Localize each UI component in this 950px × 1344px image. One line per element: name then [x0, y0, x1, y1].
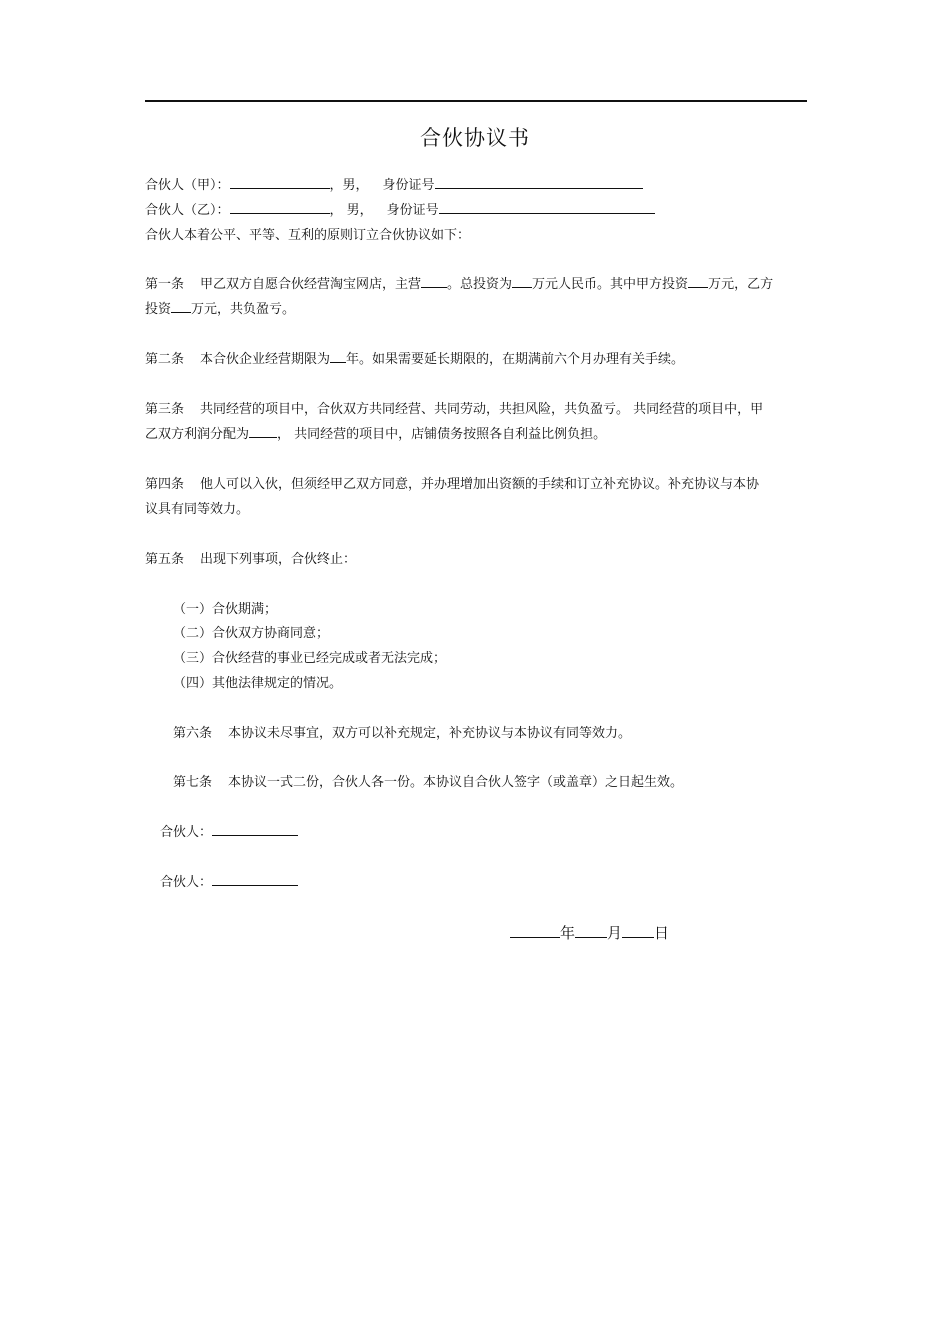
article-1-text: 万元，共负盈亏。: [191, 302, 296, 317]
article-3-line-1: [145, 397, 763, 423]
signature-blank[interactable]: [212, 821, 298, 836]
total-investment-blank[interactable]: [512, 273, 532, 288]
article-5-line: [145, 547, 356, 573]
article-1-text: 甲乙双方自愿合伙经营淘宝网店，主营: [200, 277, 422, 292]
article-3-head: 第三条: [145, 402, 185, 417]
intro-text: 合伙人本着公平、平等、互利的原则订立合伙协议如下：: [145, 228, 471, 243]
month-blank[interactable]: [575, 921, 607, 938]
partner-a-name-blank[interactable]: [230, 174, 330, 189]
article-2-text: 年。如果需要延长期限的，在期满前六个月办理有关手续。: [346, 352, 685, 367]
article-5-head: 第五条: [145, 552, 185, 567]
date-line: [510, 920, 669, 946]
partner-a-line: [145, 173, 643, 199]
party-b-investment-blank[interactable]: [171, 298, 191, 313]
partner-b-id-blank[interactable]: [439, 199, 655, 214]
year-blank[interactable]: [510, 921, 560, 938]
article-1-text: 万元人民币。其中甲方投资: [532, 277, 689, 292]
article-4-text: 他人可以入伙，但须经甲乙双方同意，并办理增加出资额的手续和订立补充协议。补充协议与本协: [200, 477, 760, 492]
partner-b-name-blank[interactable]: [230, 199, 330, 214]
article-3-line-2: [145, 422, 606, 448]
article-4-head: 第四条: [145, 477, 185, 492]
partner-b-id-label: 身份证号: [386, 203, 439, 218]
article-1-head: 第一条: [145, 277, 185, 292]
article-1-line-1: [145, 272, 773, 298]
article-7-line: [173, 770, 683, 796]
signature-line-1: [160, 820, 298, 846]
article-1-text: 。总投资为: [447, 277, 513, 292]
article-3-text: ， 共同经营的项目中，店铺债务按照各自利益比例负担。: [277, 427, 607, 442]
document-title: 合伙协议书: [420, 126, 530, 150]
signature-label: 合伙人：: [160, 825, 213, 840]
article-2-text: 本合伙企业经营期限为: [200, 352, 331, 367]
day-blank[interactable]: [622, 921, 654, 938]
termination-item-4: （四）其他法律规定的情况。: [173, 676, 343, 691]
article-6-text: 本协议未尽事宜，双方可以补充规定，补充协议与本协议有同等效力。: [228, 726, 632, 741]
article-6-line: [173, 721, 631, 747]
signature-label: 合伙人：: [160, 875, 213, 890]
article-7-text: 本协议一式二份，合伙人各一份。本协议自合伙人签字（或盖章）之日起生效。: [228, 775, 684, 790]
partner-a-id-label: 身份证号: [382, 178, 435, 193]
signature-blank[interactable]: [212, 871, 298, 886]
partner-b-gender: ， 男，: [329, 203, 373, 218]
article-5-text: 出现下列事项，合伙终止：: [200, 552, 357, 567]
month-label: 月: [607, 924, 623, 942]
partner-b-line: [145, 198, 655, 224]
article-1-text: 万元，乙方: [708, 277, 774, 292]
partner-a-label: 合伙人（甲）：: [145, 178, 230, 193]
header-rule: [145, 100, 807, 102]
party-a-investment-blank[interactable]: [688, 273, 708, 288]
partner-a-id-blank[interactable]: [435, 174, 643, 189]
article-6-head: 第六条: [173, 726, 213, 741]
profit-share-blank[interactable]: [249, 423, 277, 438]
term-years-blank[interactable]: [330, 348, 346, 363]
article-4-line-2: 议具有同等效力。: [145, 502, 250, 517]
partner-b-label: 合伙人（乙）：: [145, 203, 230, 218]
business-scope-blank[interactable]: [421, 273, 447, 288]
article-3-text: 乙双方利润分配为: [145, 427, 250, 442]
article-7-head: 第七条: [173, 775, 213, 790]
partner-a-gender: ，男，: [329, 178, 369, 193]
article-4-line-1: [145, 472, 759, 498]
termination-item-3: （三）合伙经营的事业已经完成或者无法完成；: [173, 651, 447, 666]
article-3-text: 共同经营的项目中，合伙双方共同经营、共同劳动，共担风险，共负盈亏。 共同经营的项目中，甲: [200, 402, 764, 417]
day-label: 日: [654, 924, 670, 942]
signature-line-2: [160, 870, 298, 896]
article-1-text: 投资: [145, 302, 172, 317]
termination-item-1: （一）合伙期满；: [173, 602, 278, 617]
article-2-head: 第二条: [145, 352, 185, 367]
year-label: 年: [560, 924, 576, 942]
termination-item-2: （二）合伙双方协商同意；: [173, 626, 330, 641]
article-2-line: [145, 347, 684, 373]
article-1-line-2: [145, 297, 295, 323]
